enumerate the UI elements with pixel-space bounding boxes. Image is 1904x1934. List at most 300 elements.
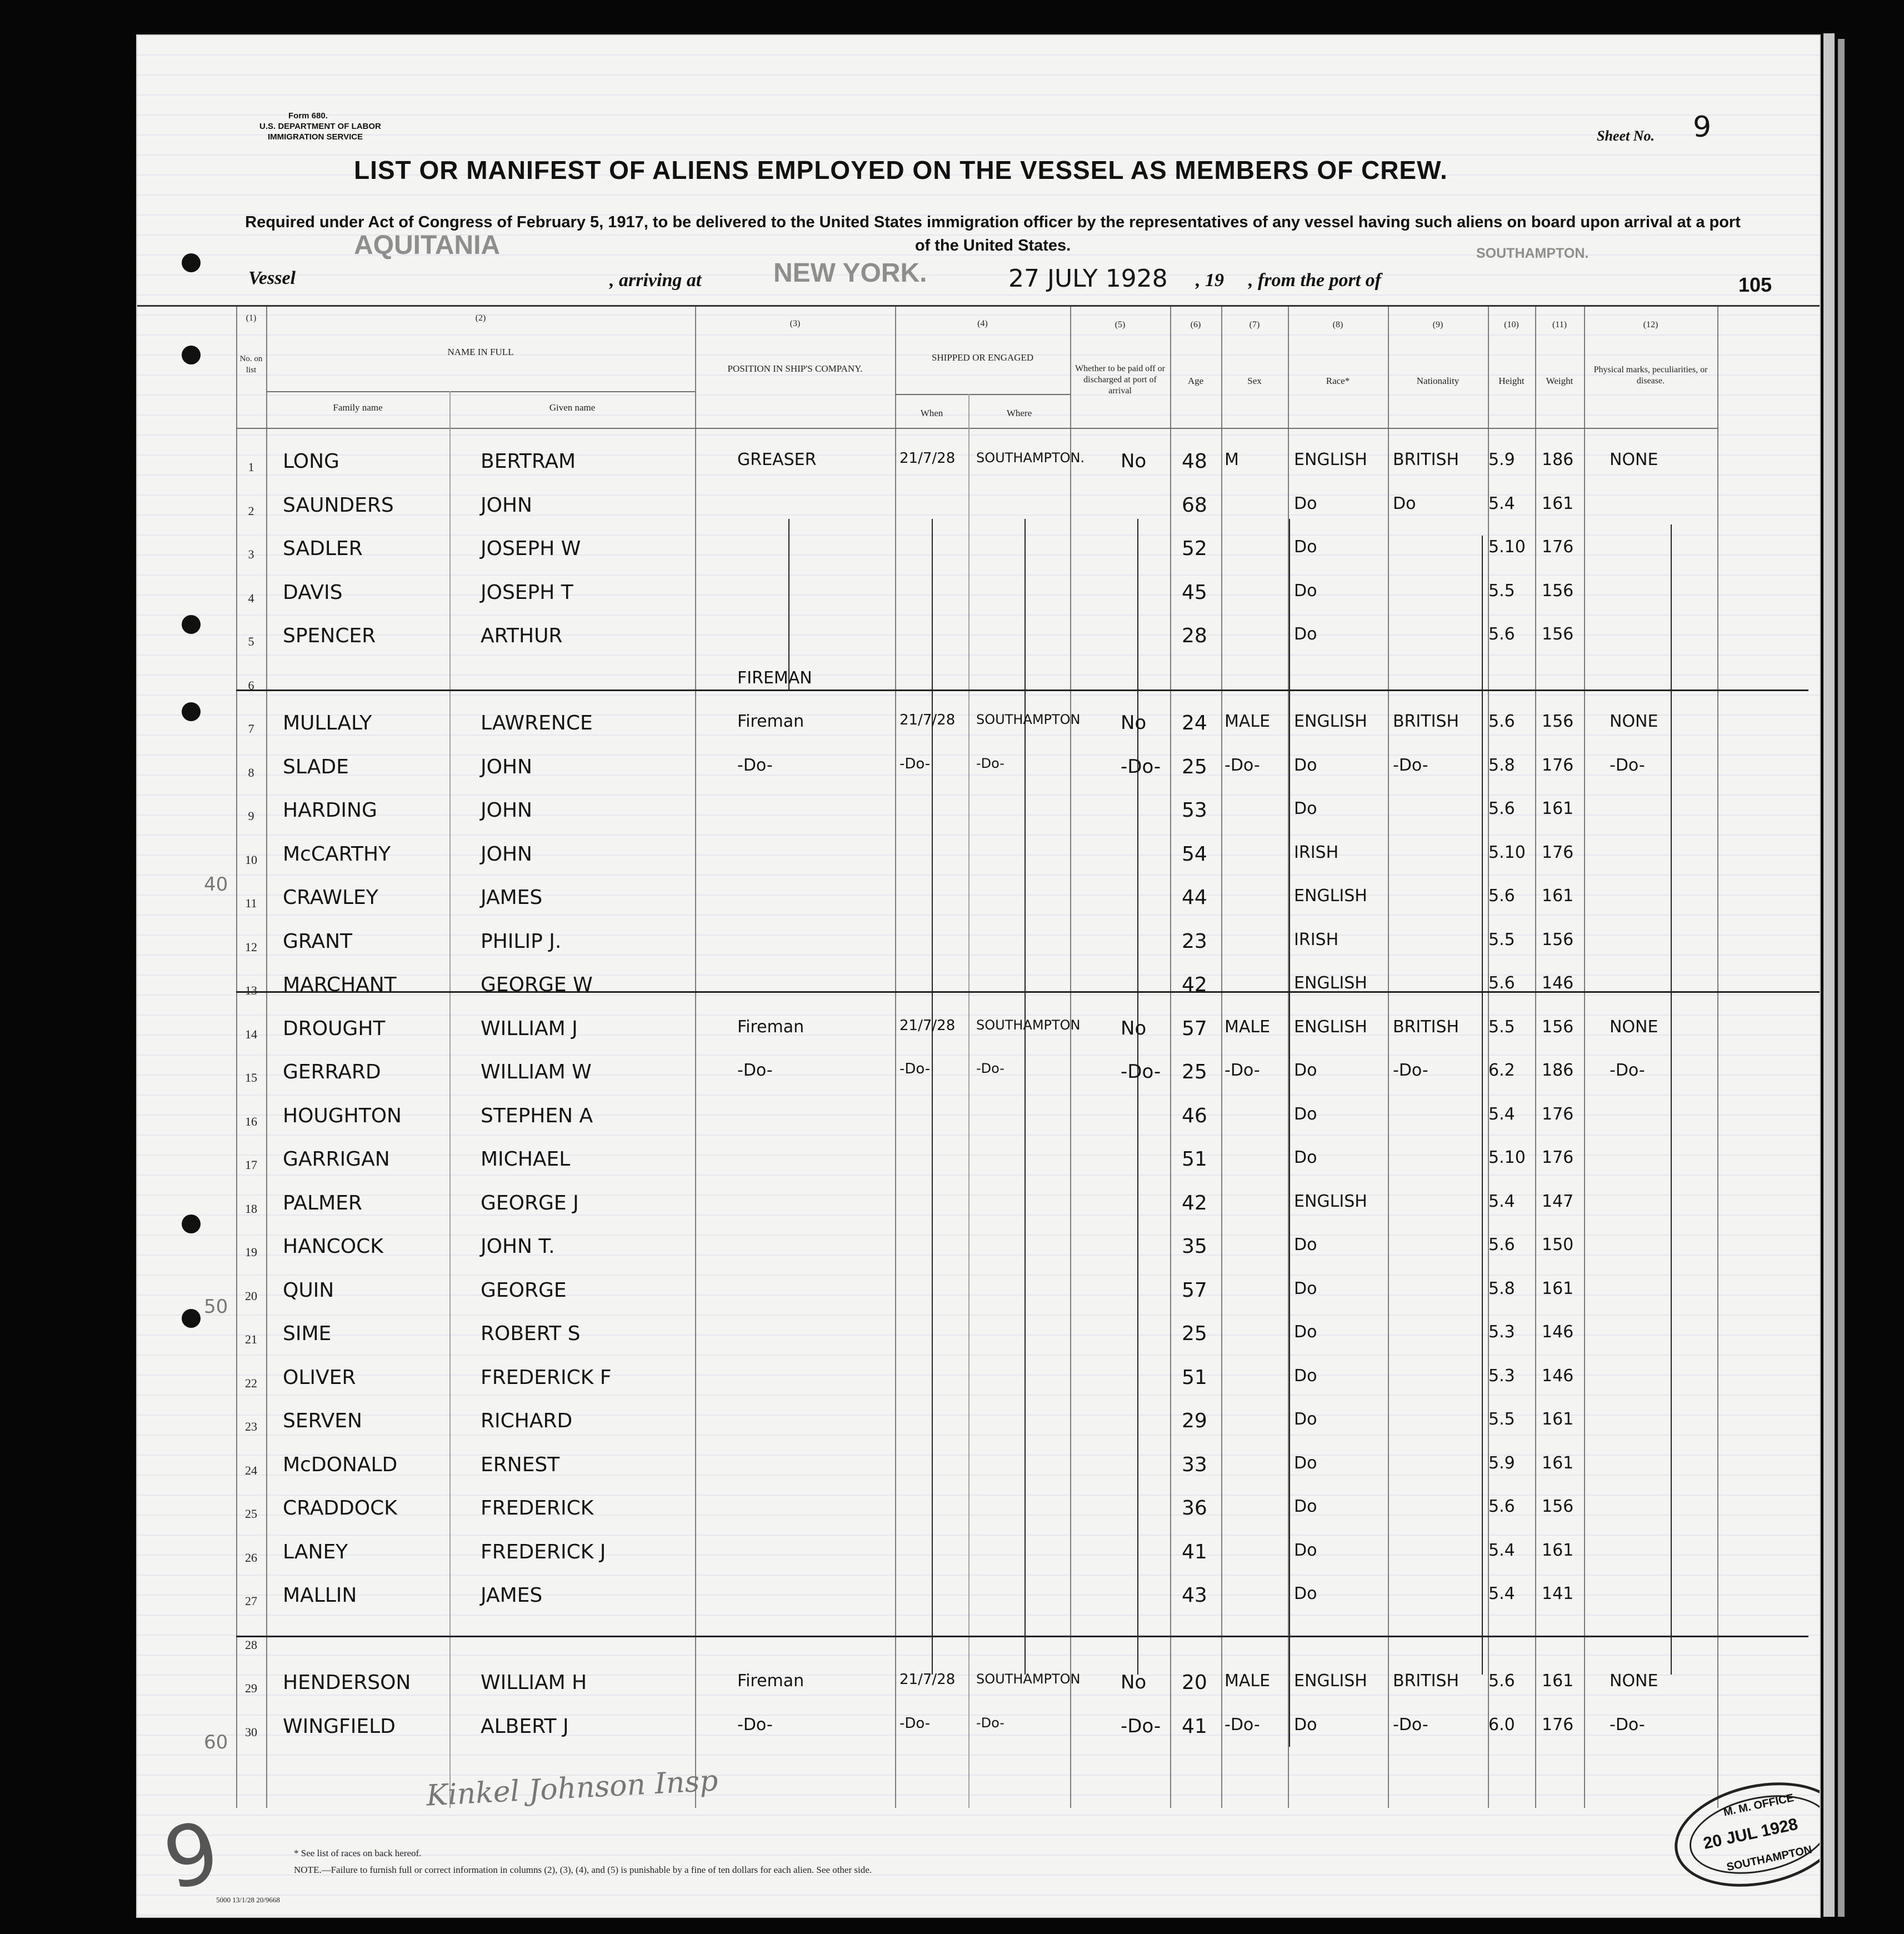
age-cell: 44 (1182, 886, 1207, 909)
family-name-cell: HANCOCK (283, 1235, 383, 1258)
family-name-cell: SLADE (283, 756, 349, 778)
height-cell: 5.4 (1488, 1105, 1515, 1124)
col-num-12: (12) (1643, 320, 1658, 329)
shipped-where-cell: SOUTHAMPTON (976, 1671, 1081, 1687)
table-column-rule (236, 307, 237, 1808)
weight-cell: 147 (1542, 1192, 1574, 1211)
race-cell: Do (1294, 1584, 1317, 1603)
row-number-cell: 15 (245, 1071, 257, 1085)
nationality-cell: -Do- (1393, 1715, 1428, 1735)
shipped-where-cell: SOUTHAMPTON (976, 712, 1081, 727)
year-label: , 19 (1196, 270, 1224, 291)
row-number-cell: 29 (245, 1681, 257, 1695)
header-no-on-list: No. on list (239, 354, 263, 374)
height-cell: 5.8 (1488, 756, 1515, 775)
pen-rule-line (236, 991, 1821, 993)
position-cell: -Do- (737, 1715, 773, 1735)
family-name-cell: McCARTHY (283, 843, 391, 866)
physical-marks-cell: NONE (1610, 712, 1658, 731)
shipped-when-cell: -Do- (899, 1715, 931, 1732)
shipped-where-cell: SOUTHAMPTON. (976, 450, 1085, 466)
height-cell: 6.0 (1488, 1715, 1515, 1735)
age-cell: 52 (1182, 537, 1207, 560)
family-name-cell: SAUNDERS (283, 494, 394, 517)
race-cell: Do (1294, 494, 1317, 513)
age-cell: 57 (1182, 1017, 1207, 1040)
race-cell: ENGLISH (1294, 712, 1367, 731)
row-number-cell: 3 (248, 547, 254, 561)
weight-cell: 146 (1542, 1366, 1574, 1386)
weight-cell: 161 (1542, 1453, 1574, 1473)
manifest-sheet (136, 34, 1821, 1918)
age-cell: 54 (1182, 843, 1207, 866)
col-num-1: (1) (246, 313, 257, 323)
physical-marks-cell: NONE (1610, 450, 1658, 469)
family-name-cell: McDONALD (283, 1453, 398, 1476)
age-cell: 25 (1182, 1061, 1207, 1083)
race-cell: Do (1294, 581, 1317, 601)
race-cell: ENGLISH (1294, 1017, 1367, 1037)
weight-cell: 161 (1542, 799, 1574, 818)
southampton-office-stamp (1665, 1768, 1821, 1902)
position-cell: -Do- (737, 756, 773, 775)
family-name-cell: CRAWLEY (283, 886, 378, 909)
vessel-label: Vessel (248, 268, 296, 288)
weight-cell: 176 (1542, 1715, 1574, 1735)
height-cell: 5.6 (1488, 1235, 1515, 1255)
department-name: U.S. DEPARTMENT OF LABOR (259, 122, 381, 131)
col-num-5: (5) (1115, 320, 1126, 329)
race-cell: Do (1294, 1061, 1317, 1080)
given-name-cell: JOHN (481, 756, 532, 778)
race-cell: Do (1294, 1105, 1317, 1124)
punch-hole (182, 702, 201, 721)
given-name-cell: BERTRAM (481, 450, 576, 473)
race-cell: IRISH (1294, 930, 1339, 949)
paid-off-cell: -Do- (1121, 756, 1161, 778)
header-family-name: Family name (333, 402, 383, 413)
position-cell: GREASER (737, 450, 817, 469)
age-cell: 20 (1182, 1671, 1207, 1694)
family-name-cell: CRADDOCK (283, 1497, 397, 1520)
row-number-cell: 26 (245, 1551, 257, 1565)
age-cell: 48 (1182, 450, 1207, 473)
col-num-7: (7) (1249, 320, 1260, 329)
shipped-when-cell: -Do- (899, 756, 931, 772)
weight-cell: 186 (1542, 1061, 1574, 1080)
position-cell: Fireman (737, 1017, 804, 1037)
margin-count-mark: 40 (204, 873, 228, 896)
physical-marks-cell: NONE (1610, 1017, 1658, 1037)
age-cell: 25 (1182, 1322, 1207, 1345)
position-cell: Fireman (737, 712, 804, 731)
margin-count-mark: 60 (204, 1731, 228, 1753)
race-cell: Do (1294, 624, 1317, 644)
weight-cell: 161 (1542, 494, 1574, 513)
family-name-cell: SPENCER (283, 624, 376, 647)
paid-off-cell: No (1121, 450, 1147, 472)
age-cell: 68 (1182, 494, 1207, 517)
shipped-where-cell: SOUTHAMPTON (976, 1017, 1081, 1033)
weight-cell: 186 (1542, 450, 1574, 469)
vessel-name: AQUITANIA (354, 231, 501, 260)
weight-cell: 156 (1542, 581, 1574, 601)
row-number-cell: 6 (248, 678, 254, 692)
form-number: Form 680. (288, 111, 328, 121)
race-cell: Do (1294, 1453, 1317, 1473)
paid-off-cell: No (1121, 712, 1147, 734)
age-cell: 28 (1182, 624, 1207, 647)
row-number-cell: 14 (245, 1027, 257, 1041)
given-name-cell: STEPHEN A (481, 1105, 593, 1127)
row-number-cell: 25 (245, 1507, 257, 1521)
height-cell: 5.4 (1488, 1584, 1515, 1603)
family-name-cell: LONG (283, 450, 339, 473)
family-name-cell: SIME (283, 1322, 332, 1345)
table-column-rule (1488, 307, 1489, 1808)
weight-cell: 176 (1542, 537, 1574, 557)
header-shipped-engaged: SHIPPED OR ENGAGED (931, 352, 1034, 363)
punch-hole (182, 346, 201, 364)
table-column-rule (1717, 307, 1718, 1808)
given-name-cell: JOSEPH W (481, 537, 581, 560)
weight-cell: 176 (1542, 1105, 1574, 1124)
age-cell: 46 (1182, 1105, 1207, 1127)
header-position: POSITION IN SHIP'S COMPANY. (727, 363, 863, 374)
arriving-label: , arriving at (609, 270, 702, 291)
height-cell: 5.5 (1488, 581, 1515, 601)
family-name-cell: GARRIGAN (283, 1148, 390, 1171)
age-cell: 36 (1182, 1497, 1207, 1520)
page-title: LIST OR MANIFEST OF ALIENS EMPLOYED ON THE VESSEL AS MEMBERS OF CREW. (354, 156, 1448, 184)
age-cell: 41 (1182, 1541, 1207, 1563)
race-cell: ENGLISH (1294, 450, 1367, 469)
family-name-cell: GRANT (283, 930, 352, 953)
given-name-cell: LAWRENCE (481, 712, 593, 734)
col-num-2: (2) (475, 313, 486, 323)
given-name-cell: JOHN (481, 843, 532, 866)
race-cell: Do (1294, 1541, 1317, 1560)
given-name-cell: MICHAEL (481, 1148, 571, 1171)
punch-hole (182, 1215, 201, 1233)
ditto-pen-stroke (1025, 519, 1026, 1675)
table-column-rule (1535, 307, 1536, 1808)
given-name-cell: JAMES (481, 1584, 543, 1607)
header-name-in-full: NAME IN FULL (447, 347, 514, 357)
row-number-cell: 30 (245, 1725, 257, 1739)
col-num-3: (3) (789, 319, 801, 328)
physical-marks-cell: -Do- (1610, 1061, 1645, 1080)
weight-cell: 156 (1542, 712, 1574, 731)
table-column-rule (695, 307, 696, 1808)
weight-cell: 176 (1542, 843, 1574, 862)
age-cell: 33 (1182, 1453, 1207, 1476)
given-name-cell: ARTHUR (481, 624, 563, 647)
row-number-cell: 21 (245, 1332, 257, 1346)
row-number-cell: 19 (245, 1245, 257, 1259)
ditto-pen-stroke (1137, 519, 1138, 1675)
table-column-rule (1221, 307, 1222, 1808)
age-cell: 57 (1182, 1279, 1207, 1302)
age-cell: 45 (1182, 581, 1207, 604)
departure-port: SOUTHAMPTON. (1476, 246, 1589, 261)
row-number-cell: 23 (245, 1420, 257, 1433)
family-name-cell: SERVEN (283, 1410, 362, 1432)
family-name-cell: MULLALY (283, 712, 372, 734)
family-name-cell: OLIVER (283, 1366, 356, 1389)
sex-cell: -Do- (1225, 1715, 1260, 1735)
header-paid-off: Whether to be paid off or discharged at port of arrival (1075, 364, 1165, 396)
row-number-cell: 28 (245, 1638, 257, 1652)
age-cell: 25 (1182, 756, 1207, 778)
race-footnote: * See list of races on back hereof. (294, 1848, 422, 1858)
height-cell: 5.9 (1488, 450, 1515, 469)
height-cell: 5.6 (1488, 973, 1515, 993)
row-number-cell: 18 (245, 1202, 257, 1216)
row-number-cell: 10 (245, 853, 257, 867)
given-name-cell: ERNEST (481, 1453, 560, 1476)
ditto-pen-stroke (1671, 524, 1672, 1675)
col-num-10: (10) (1504, 320, 1519, 329)
family-name-cell: MARCHANT (283, 973, 397, 996)
given-name-cell: WILLIAM W (481, 1061, 592, 1083)
given-name-cell: GEORGE (481, 1279, 567, 1302)
age-cell: 24 (1182, 712, 1207, 734)
family-name-cell: GERRARD (283, 1061, 381, 1083)
age-cell: 42 (1182, 1192, 1207, 1215)
arrival-date: 27 JULY 1928 (1008, 264, 1168, 293)
weight-cell: 176 (1542, 756, 1574, 775)
sex-cell: MALE (1225, 1671, 1271, 1691)
penalty-note: NOTE.—Failure to furnish full or correct information in columns (2), (3), (4), and (5) is punishable by a fine of ten dollars for each alien. See other side. (294, 1865, 872, 1875)
header-nationality: Nationality (1416, 376, 1460, 386)
age-cell: 42 (1182, 973, 1207, 996)
weight-cell: 141 (1542, 1584, 1574, 1603)
race-cell: Do (1294, 799, 1317, 818)
row-number-cell: 24 (245, 1463, 257, 1477)
sex-cell: M (1225, 450, 1239, 469)
height-cell: 5.4 (1488, 1192, 1515, 1211)
paid-off-cell: No (1121, 1671, 1147, 1693)
row-number-cell: 13 (245, 983, 257, 997)
given-name-cell: JOHN T. (481, 1235, 555, 1258)
height-cell: 5.3 (1488, 1366, 1515, 1386)
height-cell: 5.6 (1488, 886, 1515, 906)
given-name-cell: JAMES (481, 886, 543, 909)
service-name: IMMIGRATION SERVICE (268, 132, 363, 142)
weight-cell: 146 (1542, 1322, 1574, 1342)
corner-sheet-number: 9 (155, 1803, 228, 1910)
paid-off-cell: No (1121, 1017, 1147, 1040)
ditto-pen-stroke (788, 519, 789, 691)
race-cell: Do (1294, 756, 1317, 775)
given-name-cell: PHILIP J. (481, 930, 562, 953)
given-name-cell: RICHARD (481, 1410, 573, 1432)
sex-cell: MALE (1225, 712, 1271, 731)
shipped-where-cell: -Do- (976, 756, 1005, 771)
height-cell: 5.4 (1488, 494, 1515, 513)
nationality-cell: BRITISH (1393, 1017, 1460, 1037)
position-cell: -Do- (737, 1061, 773, 1080)
page-number: 105 (1738, 273, 1772, 296)
height-cell: 5.8 (1488, 1279, 1515, 1298)
height-cell: 5.5 (1488, 930, 1515, 949)
race-cell: Do (1294, 1715, 1317, 1735)
row-number-cell: 2 (248, 504, 254, 518)
family-name-cell: DAVIS (283, 581, 343, 604)
header-height: Height (1498, 376, 1525, 386)
family-name-cell: HENDERSON (283, 1671, 411, 1694)
weight-cell: 176 (1542, 1148, 1574, 1167)
header-physical-marks: Physical marks, peculiarities, or disease. (1593, 365, 1708, 386)
header-sex: Sex (1247, 376, 1262, 386)
weight-cell: 150 (1542, 1235, 1574, 1255)
family-name-cell: DROUGHT (283, 1017, 386, 1040)
stamp-port: SOUTHAMPTON (1725, 1843, 1813, 1874)
age-cell: 53 (1182, 799, 1207, 822)
inspector-signature: Kinkel Johnson Insp (425, 1764, 719, 1813)
given-name-cell: FREDERICK J (481, 1541, 606, 1563)
row-number-cell: 4 (248, 591, 254, 605)
punch-hole (182, 615, 201, 634)
height-cell: 5.10 (1488, 537, 1526, 557)
col-num-9: (9) (1432, 320, 1443, 329)
shipped-column-divider (968, 394, 970, 1808)
family-name-cell: LANEY (283, 1541, 348, 1563)
shipped-when-cell: 21/7/28 (899, 1017, 956, 1034)
race-cell: ENGLISH (1294, 1671, 1367, 1691)
given-name-cell: WILLIAM J (481, 1017, 578, 1040)
table-column-rule (1388, 307, 1389, 1808)
shipped-when-cell: 21/7/28 (899, 1671, 956, 1688)
stamp-office-label: M. M. OFFICE (1722, 1792, 1795, 1819)
row-number-cell: 1 (248, 460, 254, 474)
race-cell: ENGLISH (1294, 973, 1367, 993)
col-num-8: (8) (1332, 320, 1343, 329)
given-name-cell: FREDERICK F (481, 1366, 612, 1389)
nationality-cell: Do (1393, 494, 1416, 513)
height-cell: 5.6 (1488, 712, 1515, 731)
table-column-rule (1070, 307, 1071, 1808)
col-num-11: (11) (1552, 320, 1567, 329)
weight-cell: 146 (1542, 973, 1574, 993)
print-code: 5000 13/1/28 20/9668 (216, 1896, 280, 1904)
age-cell: 29 (1182, 1410, 1207, 1432)
ditto-pen-stroke (1482, 536, 1483, 1675)
row-number-cell: 27 (245, 1594, 257, 1608)
given-name-cell: FREDERICK (481, 1497, 594, 1520)
shipped-where-cell: -Do- (976, 1715, 1005, 1731)
page-subtitle: Required under Act of Congress of February 5, 1917, to be delivered to the United States immigration officer by the representatives of any vessel having such aliens on board upon arrival at a port of the United States. (245, 213, 1741, 254)
race-cell: Do (1294, 1148, 1317, 1167)
height-cell: 5.6 (1488, 624, 1515, 644)
family-name-cell: QUIN (283, 1279, 334, 1302)
shipped-when-cell: -Do- (899, 1061, 931, 1077)
race-cell: Do (1294, 537, 1317, 557)
nationality-cell: BRITISH (1393, 1671, 1460, 1691)
weight-cell: 161 (1542, 1541, 1574, 1560)
position-cell: FIREMAN (737, 668, 812, 688)
from-port-label: , from the port of (1248, 270, 1381, 291)
weight-cell: 161 (1542, 1279, 1574, 1298)
height-cell: 5.3 (1488, 1322, 1515, 1342)
table-row-rule (895, 394, 1070, 395)
weight-cell: 156 (1542, 1497, 1574, 1516)
sheet-number: 9 (1693, 111, 1712, 144)
weight-cell: 161 (1542, 1410, 1574, 1429)
shipped-when-cell: 21/7/28 (899, 450, 956, 467)
paid-off-cell: -Do- (1121, 1061, 1161, 1083)
race-cell: Do (1294, 1279, 1317, 1298)
height-cell: 5.5 (1488, 1410, 1515, 1429)
sheet-label: Sheet No. (1597, 128, 1655, 144)
sex-cell: MALE (1225, 1017, 1271, 1037)
given-name-cell: ALBERT J (481, 1715, 569, 1738)
table-row-rule (236, 428, 1717, 429)
race-cell: Do (1294, 1366, 1317, 1386)
col-num-6: (6) (1190, 320, 1201, 329)
age-cell: 43 (1182, 1584, 1207, 1607)
row-number-cell: 5 (248, 634, 254, 648)
name-column-divider (449, 391, 451, 1808)
nationality-cell: -Do- (1393, 756, 1428, 775)
row-number-cell: 8 (248, 766, 254, 779)
binding-edge (1823, 33, 1835, 1917)
table-column-rule (1170, 307, 1171, 1808)
sex-cell: -Do- (1225, 1061, 1260, 1080)
physical-marks-cell: -Do- (1610, 756, 1645, 775)
margin-count-mark: 50 (204, 1296, 228, 1318)
given-name-cell: JOHN (481, 494, 532, 517)
vessel-line-rule (137, 305, 1820, 307)
age-cell: 51 (1182, 1366, 1207, 1389)
pen-rule-line (236, 689, 1808, 691)
height-cell: 5.10 (1488, 1148, 1526, 1167)
row-number-cell: 12 (245, 940, 257, 954)
nationality-cell: -Do- (1393, 1061, 1428, 1080)
row-number-cell: 16 (245, 1115, 257, 1128)
given-name-cell: JOHN (481, 799, 532, 822)
nationality-cell: BRITISH (1393, 450, 1460, 469)
race-cell: Do (1294, 1235, 1317, 1255)
col-num-4: (4) (977, 319, 988, 328)
family-name-cell: HARDING (283, 799, 377, 822)
header-weight: Weight (1546, 376, 1573, 386)
pen-rule-line (236, 1636, 1808, 1637)
height-cell: 5.5 (1488, 1017, 1515, 1037)
weight-cell: 156 (1542, 624, 1574, 644)
age-cell: 23 (1182, 930, 1207, 953)
race-cell: Do (1294, 1497, 1317, 1516)
height-cell: 5.6 (1488, 1671, 1515, 1691)
row-number-cell: 20 (245, 1289, 257, 1303)
weight-cell: 161 (1542, 886, 1574, 906)
age-cell: 51 (1182, 1148, 1207, 1171)
row-number-cell: 9 (248, 809, 254, 823)
given-name-cell: GEORGE W (481, 973, 593, 996)
header-given-name: Given name (549, 402, 596, 413)
header-where: Where (1006, 408, 1032, 418)
paid-off-cell: -Do- (1121, 1715, 1161, 1737)
weight-cell: 156 (1542, 930, 1574, 949)
family-name-cell: MALLIN (283, 1584, 357, 1607)
stamp-date: 20 JUL 1928 (1701, 1815, 1800, 1853)
age-cell: 41 (1182, 1715, 1207, 1738)
race-cell: ENGLISH (1294, 886, 1367, 906)
position-cell: Fireman (737, 1671, 804, 1691)
family-name-cell: WINGFIELD (283, 1715, 396, 1738)
physical-marks-cell: -Do- (1610, 1715, 1645, 1735)
